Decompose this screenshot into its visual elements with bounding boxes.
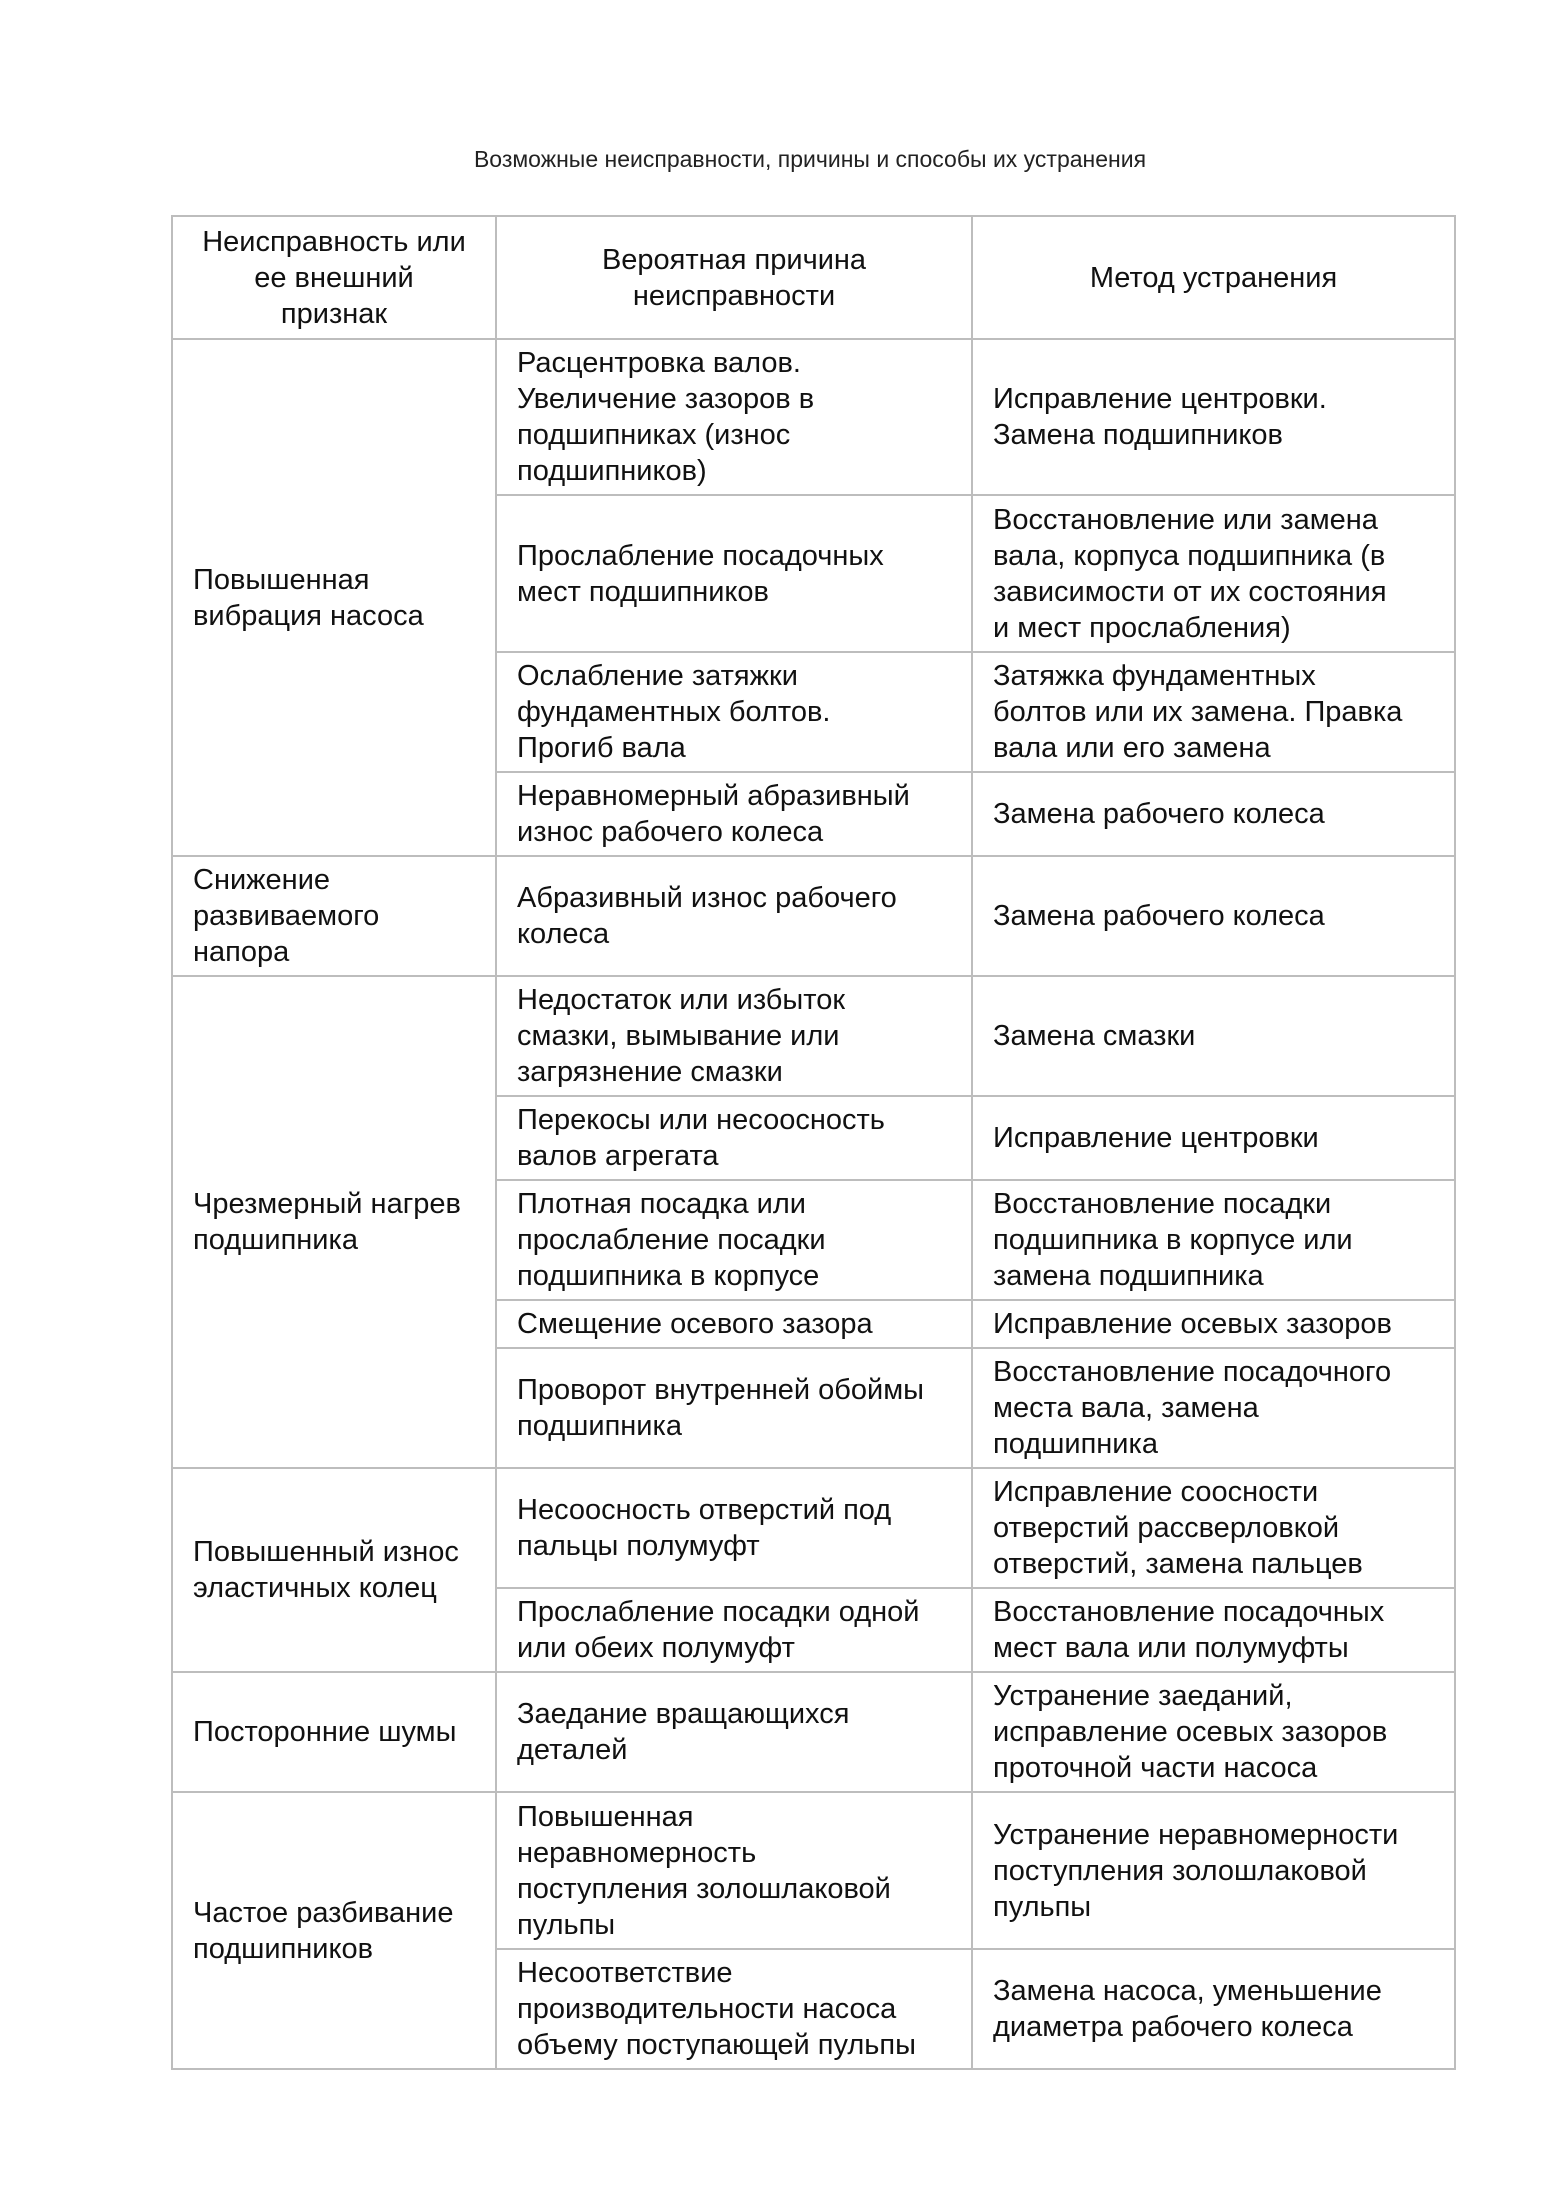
- cause-cell: Неравномерный абразивный износ рабочего колеса: [496, 772, 972, 856]
- symptom-cell: Частое разбивание подшипников: [172, 1792, 496, 2069]
- remedy-cell: Замена рабочего колеса: [972, 856, 1455, 976]
- cause-cell: Недостаток или избыток смазки, вымывание или загрязнение смазки: [496, 976, 972, 1096]
- remedy-cell: Замена смазки: [972, 976, 1455, 1096]
- cause-cell: Прослабление посадки одной или обеих полумуфт: [496, 1588, 972, 1672]
- remedy-cell: Исправление соосности отверстий рассверловкой отверстий, замена пальцев: [972, 1468, 1455, 1588]
- remedy-cell: Восстановление посадочного места вала, замена подшипника: [972, 1348, 1455, 1468]
- cause-cell: Заедание вращающихся деталей: [496, 1672, 972, 1792]
- table-row: [172, 856, 1455, 976]
- table-row: [172, 1468, 1455, 1588]
- symptom-cell: Повышенный износ эластичных колец: [172, 1468, 496, 1672]
- remedy-cell: Исправление осевых зазоров: [972, 1300, 1455, 1348]
- symptom-cell: Снижение развиваемого напора: [172, 856, 496, 976]
- symptom-cell: Чрезмерный нагрев подшипника: [172, 976, 496, 1468]
- cause-cell: Смещение осевого зазора: [496, 1300, 972, 1348]
- remedy-cell: Устранение заеданий, исправление осевых зазоров проточной части насоса: [972, 1672, 1455, 1792]
- table-row: [172, 1792, 1455, 1949]
- fault-table: [171, 215, 1456, 2070]
- table-row: [172, 339, 1455, 495]
- header-cause: Вероятная причина неисправности: [496, 216, 972, 339]
- cause-cell: Расцентровка валов. Увеличение зазоров в подшипниках (износ подшипников): [496, 339, 972, 495]
- cause-cell: Повышенная неравномерность поступления золошлаковой пульпы: [496, 1792, 972, 1949]
- remedy-cell: Исправление центровки: [972, 1096, 1455, 1180]
- remedy-cell: Замена рабочего колеса: [972, 772, 1455, 856]
- header-symptom: Неисправность или ее внешний признак: [172, 216, 496, 339]
- remedy-cell: Затяжка фундаментных болтов или их замена. Правка вала или его замена: [972, 652, 1455, 772]
- cause-cell: Абразивный износ рабочего колеса: [496, 856, 972, 976]
- cause-cell: Несоосность отверстий под пальцы полумуфт: [496, 1468, 972, 1588]
- remedy-cell: Замена насоса, уменьшение диаметра рабочего колеса: [972, 1949, 1455, 2069]
- remedy-cell: Восстановление посадки подшипника в корпусе или замена подшипника: [972, 1180, 1455, 1300]
- symptom-cell: Повышенная вибрация насоса: [172, 339, 496, 856]
- symptom-cell: Посторонние шумы: [172, 1672, 496, 1792]
- table-row: [172, 1672, 1455, 1792]
- cause-cell: Перекосы или несоосность валов агрегата: [496, 1096, 972, 1180]
- page-title: Возможные неисправности, причины и способы их устранения: [473, 146, 1147, 172]
- header-row: [172, 216, 1455, 339]
- remedy-cell: Восстановление или замена вала, корпуса подшипника (в зависимости от их состояния и мест прослабления): [972, 495, 1455, 652]
- cause-cell: Проворот внутренней обоймы подшипника: [496, 1348, 972, 1468]
- cause-cell: Несоответствие производительности насоса объему поступающей пульпы: [496, 1949, 972, 2069]
- cause-cell: Плотная посадка или прослабление посадки подшипника в корпусе: [496, 1180, 972, 1300]
- remedy-cell: Исправление центровки. Замена подшипников: [972, 339, 1455, 495]
- cause-cell: Ослабление затяжки фундаментных болтов. Прогиб вала: [496, 652, 972, 772]
- header-remedy: Метод устранения: [972, 216, 1455, 339]
- cause-cell: Прослабление посадочных мест подшипников: [496, 495, 972, 652]
- table-row: [172, 976, 1455, 1096]
- remedy-cell: Устранение неравномерности поступления золошлаковой пульпы: [972, 1792, 1455, 1949]
- remedy-cell: Восстановление посадочных мест вала или полумуфты: [972, 1588, 1455, 1672]
